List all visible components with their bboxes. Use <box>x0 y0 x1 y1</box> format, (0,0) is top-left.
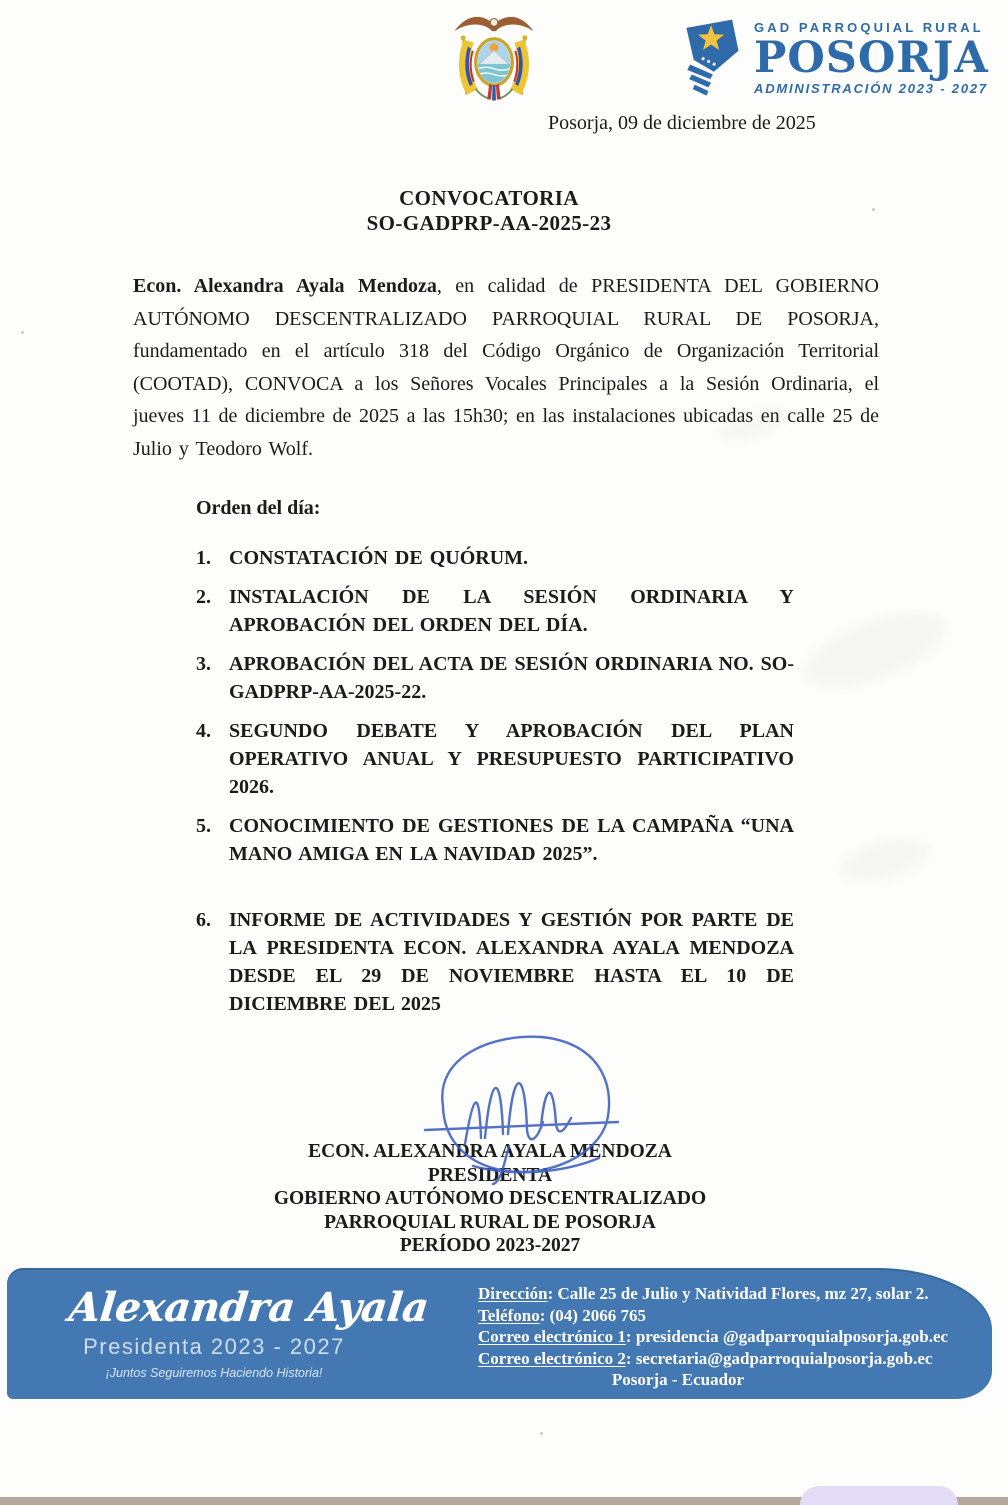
contact-label: Correo electrónico 1 <box>478 1327 626 1346</box>
scan-smudge <box>794 596 955 704</box>
contact-value: : (04) 2066 765 <box>539 1305 646 1325</box>
contact-value: : secretaria@gadparroquialposorja.gob.ec <box>625 1348 933 1368</box>
agenda-heading: Orden del día: <box>196 497 321 519</box>
agenda-section <box>196 497 794 1029</box>
contact-address <box>478 1283 948 1305</box>
footer-identity <box>66 1284 431 1380</box>
contact-email-1 <box>478 1326 948 1348</box>
logo-wordmark: POSORJA <box>754 33 989 83</box>
agenda-item <box>196 650 794 706</box>
handwritten-signature <box>408 1026 648 1186</box>
contact-email-2 <box>478 1348 948 1370</box>
scan-smudge <box>836 829 933 891</box>
contact-label: Teléfono <box>478 1305 540 1325</box>
agenda-item <box>196 812 794 868</box>
agenda-item-number: 4. <box>196 720 211 742</box>
footer-contact-info <box>478 1283 948 1391</box>
agenda-item-number: 3. <box>196 653 211 675</box>
document-date: Posorja, 09 de diciembre de 2025 <box>548 112 816 134</box>
agenda-item-text: CONOCIMIENTO DE GESTIONES DE LA CAMPAÑA “UNA MANO AMIGA EN LA NAVIDAD 2025”. <box>229 815 794 865</box>
signatory-org-line2: PARROQUIAL RURAL DE POSORJA <box>324 1211 656 1233</box>
contact-phone <box>478 1305 948 1327</box>
posorja-logo <box>680 14 989 104</box>
scan-speck <box>540 1432 543 1435</box>
agenda-item-number: 6. <box>196 909 211 931</box>
document-title <box>0 186 978 236</box>
footer-slogan: ¡Juntos Seguiremos Haciendo Historia! <box>105 1366 323 1380</box>
ui-pill-button[interactable] <box>800 1486 958 1505</box>
footer-band <box>7 1268 992 1399</box>
scan-speck <box>872 208 875 211</box>
footer-subtitle: Presidenta 2023 - 2027 <box>83 1334 345 1359</box>
signatory-name: ECON. ALEXANDRA AYALA MENDOZA <box>308 1141 672 1162</box>
title-line-2: SO-GADPRP-AA-2025-23 <box>366 211 612 235</box>
footer-script-name: Alexandra Ayala <box>66 1284 431 1331</box>
agenda-item-text: INSTALACIÓN DE LA SESIÓN ORDINARIA Y APROBACIÓN DEL ORDEN DEL DÍA. <box>229 586 794 636</box>
contact-label: Correo electrónico 2 <box>478 1348 626 1368</box>
agenda-item-number: 5. <box>196 815 211 837</box>
signatory-period: PERÍODO 2023-2027 <box>399 1235 581 1256</box>
ecuador-coat-of-arms-icon <box>441 8 547 114</box>
agenda-item-text: APROBACIÓN DEL ACTA DE SESIÓN ORDINARIA NO. SO-GADPRP-AA-2025-22. <box>229 653 794 703</box>
agenda-item-text: SEGUNDO DEBATE Y APROBACIÓN DEL PLAN OPERATIVO ANUAL Y PRESUPUESTO PARTICIPATIVO 2026. <box>229 720 794 798</box>
intro-body-text: , en calidad de PRESIDENTA DEL GOBIERNO AUTÓNOMO DESCENTRALIZADO PARROQUIAL RURAL DE POSORJA, fundamentado en el artículo 318 del Código Orgánico de Organización Territorial (COOTAD), CONVOCA a los Señores Vocales Principales a la Sesión Ordinaria, el jueves 11 de diciembre de 2025 a las 15h30; en las instalaciones ubicadas en calle 25 de Julio y Teodoro Wolf. <box>133 275 879 460</box>
title-line-1: CONVOCATORIA <box>399 186 579 210</box>
agenda-item-text: INFORME DE ACTIVIDADES Y GESTIÓN POR PARTE DE LA PRESIDENTA ECON. ALEXANDRA AYALA MENDOZA DESDE EL 29 DE NOVIEMBRE HASTA EL 10 DE DICIEMBRE DEL 2025 <box>229 909 794 1015</box>
contact-value: : Calle 25 de Julio y Natividad Flores, mz 27, solar 2. <box>547 1284 929 1303</box>
signatory-org-line1: GOBIERNO AUTÓNOMO DESCENTRALIZADO <box>273 1188 707 1209</box>
footer-location: Posorja - Ecuador <box>611 1370 745 1389</box>
intro-paragraph <box>133 270 879 465</box>
agenda-item <box>196 717 794 801</box>
agenda-item-number: 1. <box>196 547 211 569</box>
signatory-role: PRESIDENTA <box>427 1164 553 1186</box>
scan-speck <box>21 331 24 334</box>
agenda-item-number: 2. <box>196 586 211 608</box>
agenda-item-text: CONSTATACIÓN DE QUÓRUM. <box>229 547 529 569</box>
logo-tagline-bottom: ADMINISTRACIÓN 2023 - 2027 <box>754 81 988 96</box>
contact-label: Dirección <box>478 1284 548 1303</box>
agenda-item <box>196 906 794 1018</box>
contact-value: : presidencia @gadparroquialposorja.gob.ec <box>625 1327 949 1346</box>
intro-lead-name: Econ. Alexandra Ayala Mendoza <box>133 275 437 297</box>
posorja-shield-icon <box>680 14 744 104</box>
logo-tagline-top: GAD PARROQUIAL RURAL <box>754 20 984 35</box>
agenda-item <box>196 544 794 572</box>
agenda-item <box>196 583 794 639</box>
